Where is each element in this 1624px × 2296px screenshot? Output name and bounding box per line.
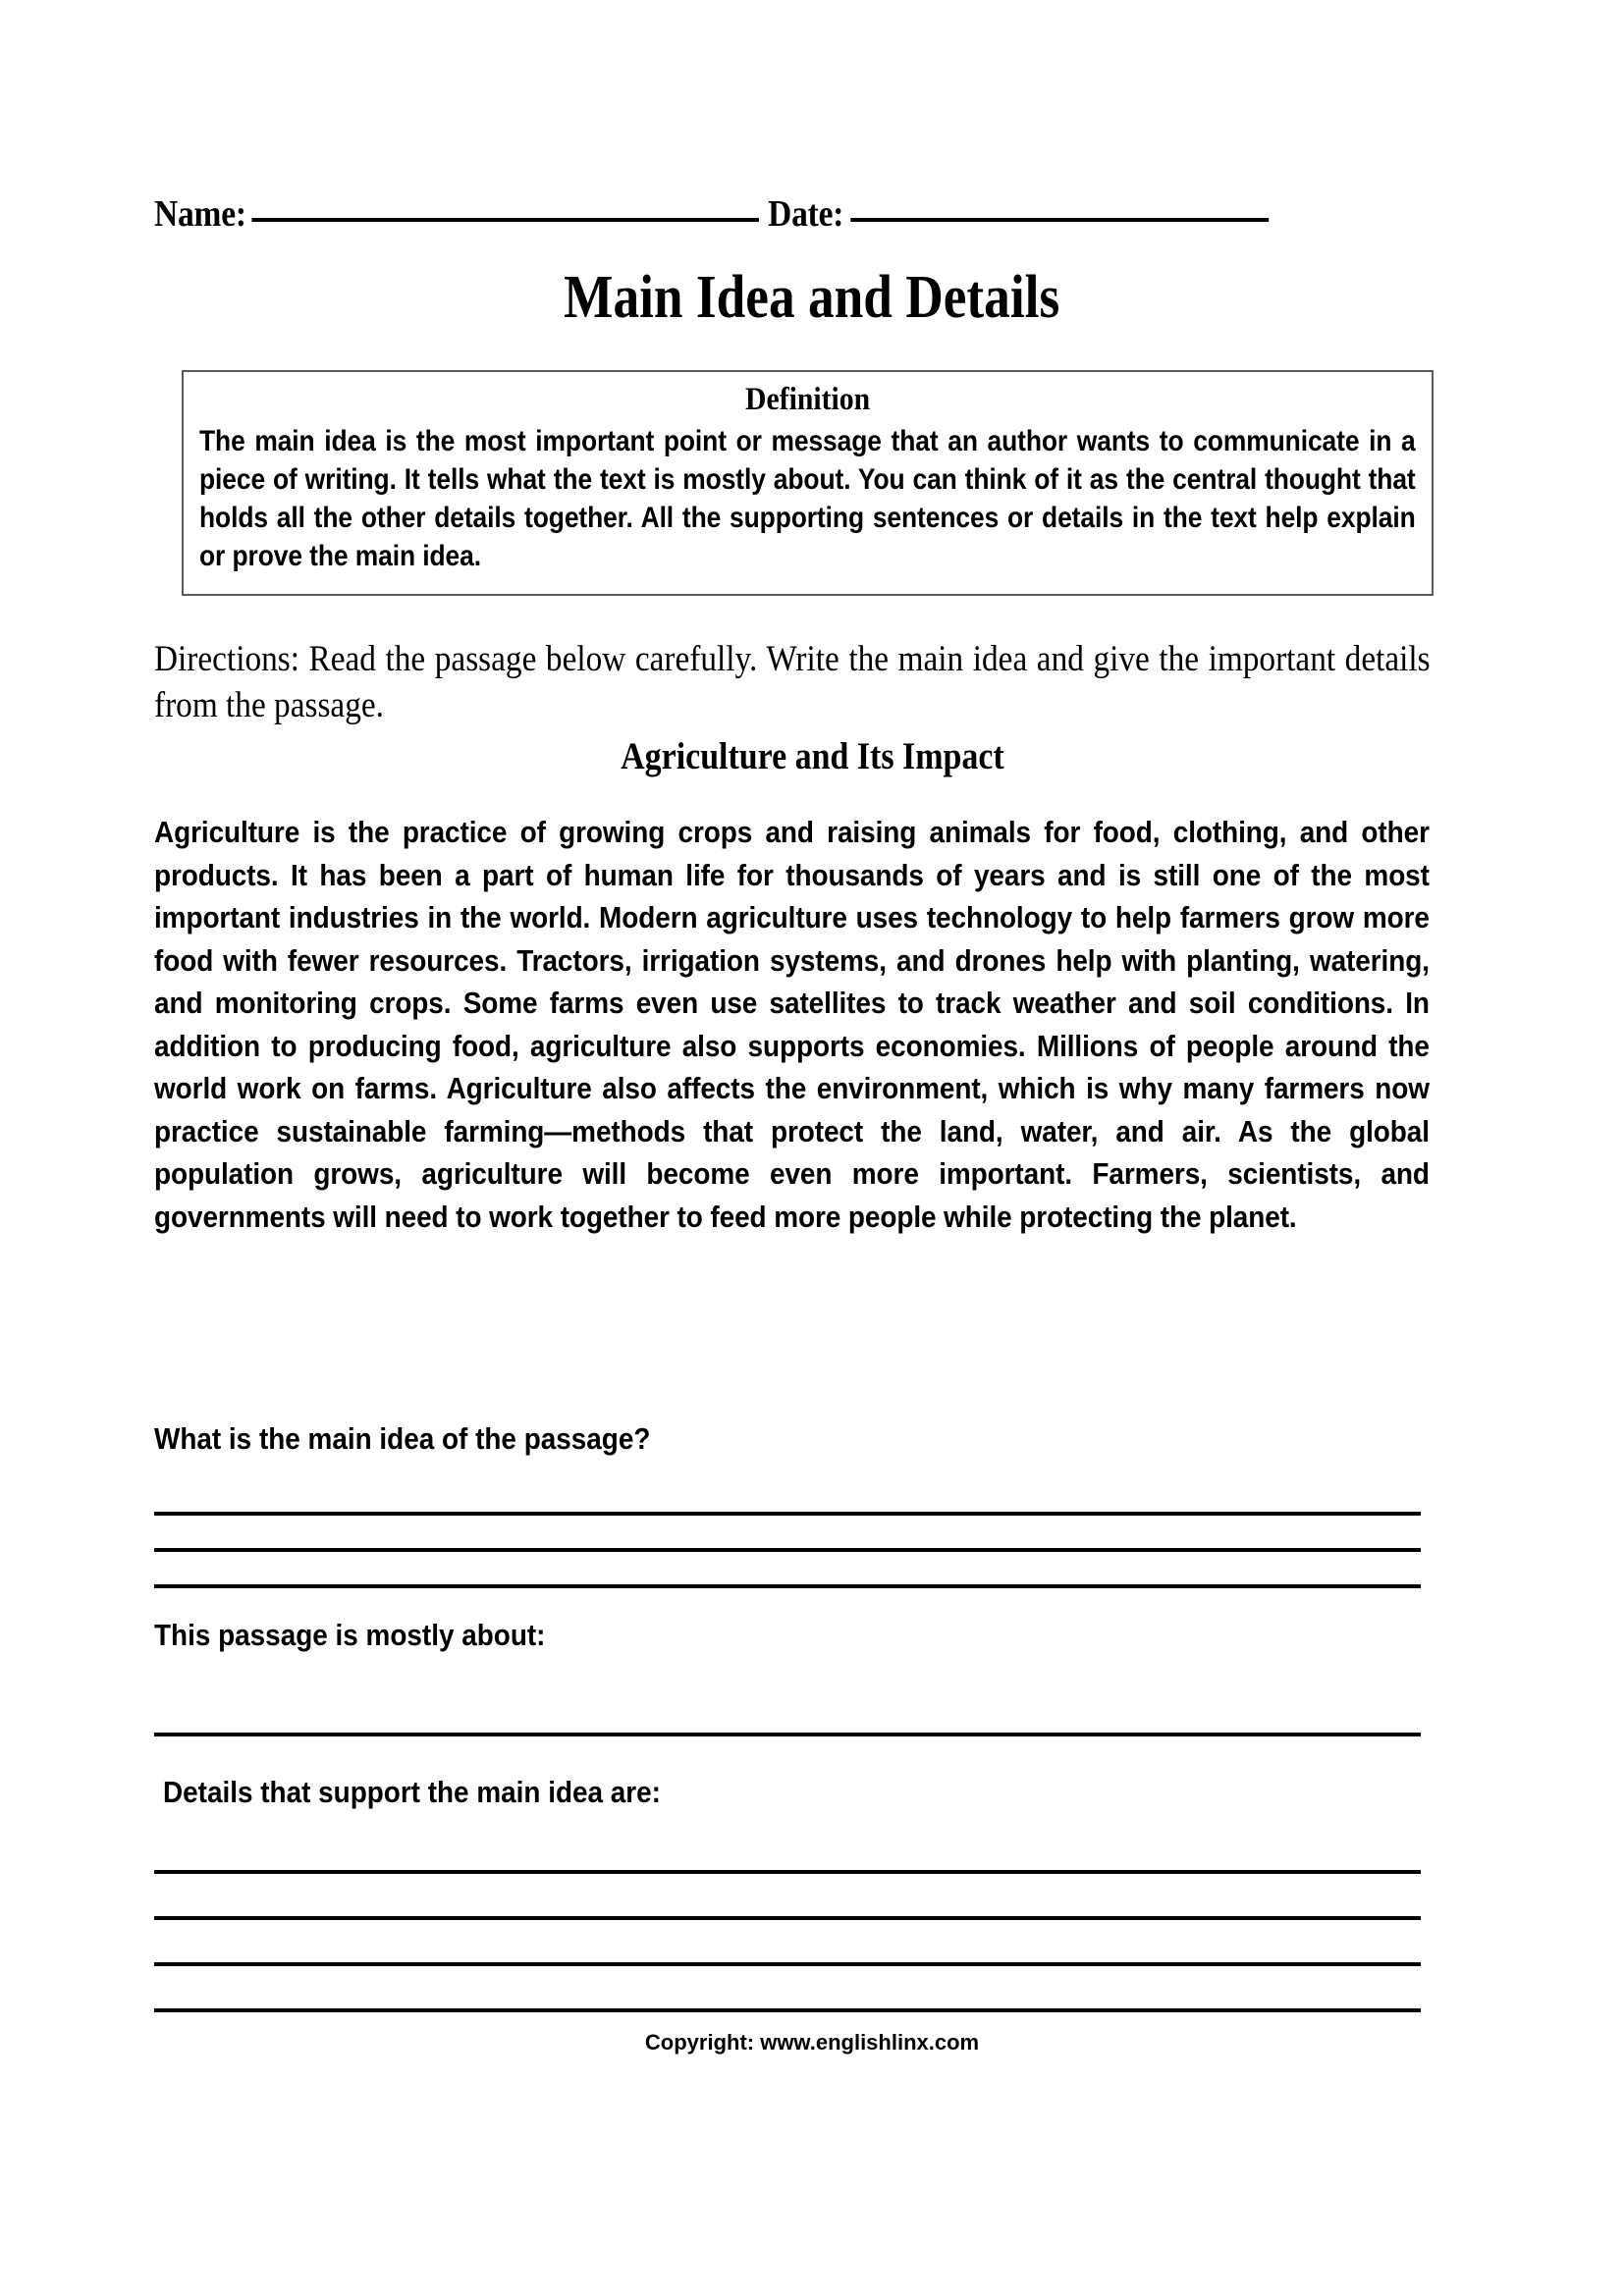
page-title-text: Main Idea and Details — [564, 264, 1060, 331]
name-label: Name: — [154, 193, 246, 235]
question-1-answer-line-1[interactable] — [154, 1512, 1421, 1516]
question-3-answer-line-4[interactable] — [154, 2008, 1421, 2012]
question-2-label: This passage is mostly about: — [154, 1618, 546, 1652]
date-input-line[interactable] — [850, 218, 1269, 222]
definition-heading — [199, 382, 1416, 418]
question-1-label: What is the main idea of the passage? — [154, 1421, 651, 1456]
definition-box — [182, 370, 1434, 596]
question-3-answer-line-1[interactable] — [154, 1870, 1421, 1874]
directions-text: Directions: Read the passage below carefully. Write the main idea and give the important details from the passage. — [154, 639, 1431, 726]
passage-title-text: Agriculture and Its Impact — [620, 735, 1004, 777]
name-date-row — [154, 192, 1269, 236]
question-2-answer-line-1[interactable] — [154, 1733, 1421, 1736]
question-1-answer-line-2[interactable] — [154, 1548, 1421, 1552]
date-label: Date: — [768, 193, 844, 235]
page-title — [0, 263, 1624, 333]
passage-title — [0, 734, 1624, 778]
definition-heading-text: Definition — [744, 382, 871, 417]
definition-body-text: The main idea is the most important point or message that an author wants to communicate in a piece of writing. It tells what the text is mostly about. You can think of it as the central thought that holds all the other details together. All the supporting sentences or details in the text help explain or prove the main idea. — [199, 425, 1416, 572]
question-3-answer-line-3[interactable] — [154, 1962, 1421, 1966]
copyright-footer: Copyright: www.englishlinx.com — [644, 2030, 980, 2055]
question-3-answer-line-2[interactable] — [154, 1916, 1421, 1920]
passage-body-text: Agriculture is the practice of growing crops and raising animals for food, clothing, and other products. It has been a part of human life for thousands of years and is still one of the most important industries in the world. Modern agriculture uses technology to help farmers grow more food with fewer resources. Tractors, irrigation systems, and drones help with planting, watering, and monitoring crops. Some farms even use satellites to track weather and soil conditions. In addition to producing food, agriculture also supports economies. Millions of people around the world work on farms. Agriculture also affects the environment, which is why many farmers now practice sustainable farming—methods that protect the land, water, and air. As the global population grows, agriculture will become even more important. Farmers, scientists, and governments will need to work together to feed more people while protecting the planet. — [154, 815, 1430, 1234]
name-input-line[interactable] — [251, 218, 759, 222]
question-1-answer-line-3[interactable] — [154, 1584, 1421, 1588]
question-3-label: Details that support the main idea are: — [163, 1775, 661, 1809]
